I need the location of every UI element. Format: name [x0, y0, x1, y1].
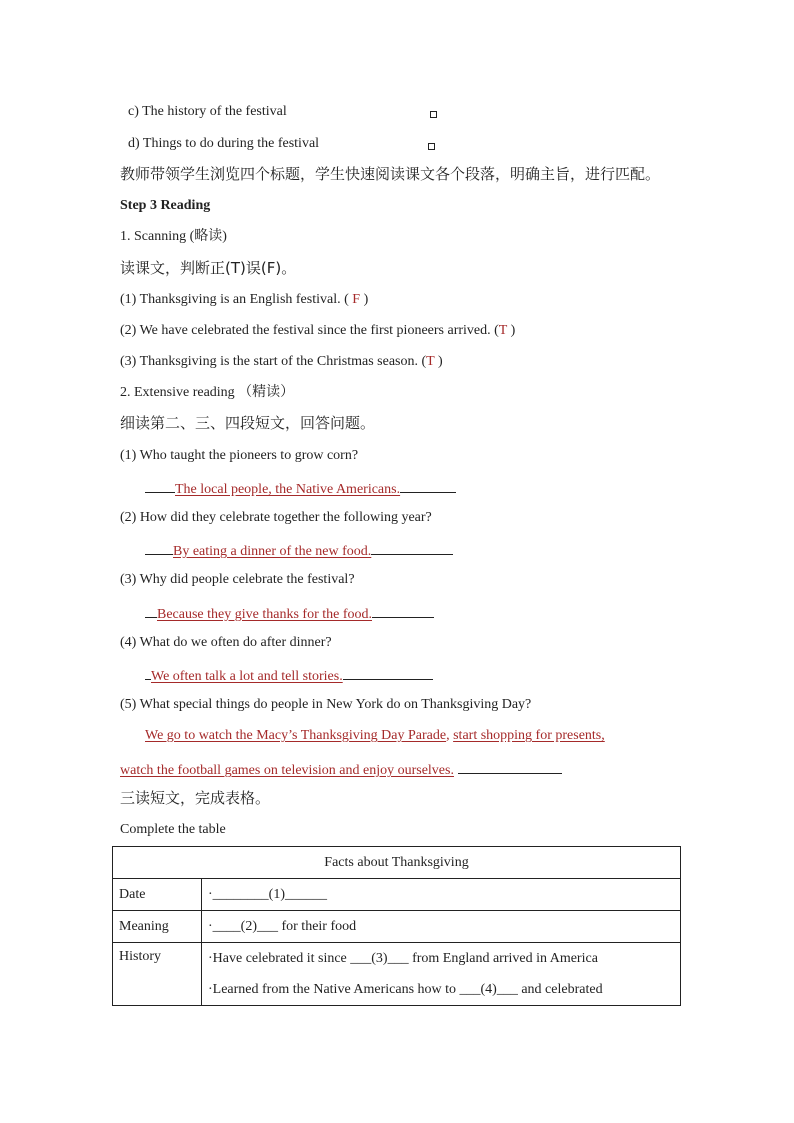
tf-question: (3) Thanksgiving is the start of the Christmas season. ( [120, 354, 427, 369]
table-row [113, 879, 681, 911]
history-line-1: ·Have celebrated it since ___(3)___ from England arrived in America [208, 951, 598, 966]
blank-trail [371, 540, 453, 555]
step3-heading: Step 3 Reading [120, 198, 211, 213]
instruction-table: 三读短文，完成表格。 [120, 789, 271, 807]
option-c: c) The history of the festival [128, 104, 287, 119]
table-row [113, 943, 681, 1006]
history-line-2: ·Learned from the Native Americans how to ___(4)___ and celebrated [208, 982, 603, 997]
table-row [113, 911, 681, 943]
answer-4: We often talk a lot and tell stories. [151, 669, 343, 684]
tf-answer: T [426, 354, 435, 369]
checkbox-c[interactable] [430, 111, 437, 118]
tf-answer: T [498, 323, 508, 338]
tf-close: ) [360, 292, 369, 307]
answer-line-3 [145, 603, 434, 624]
blank-trail [458, 759, 562, 774]
answer-3: Because they give thanks for the food. [157, 607, 372, 622]
tf-close: ) [434, 354, 443, 369]
instruction-match: 教师带领学生浏览四个标题，学生快速阅读课文各个段落，明确主旨，进行匹配。 [120, 165, 661, 183]
checkbox-d[interactable] [428, 143, 435, 150]
row-label: Date [113, 879, 202, 911]
answer-2: By eating a dinner of the new food. [173, 544, 372, 559]
tf-question: (2) We have celebrated the festival since the first pioneers arrived. ( [120, 323, 499, 338]
answer-line-5a [145, 727, 605, 745]
question-4: (4) What do we often do after dinner? [120, 635, 332, 650]
tf-close: ) [507, 323, 516, 338]
blank-trail [372, 603, 434, 618]
question-2: (2) How did they celebrate together the following year? [120, 510, 432, 525]
answer-1: The local people, the Native Americans. [175, 482, 401, 497]
answer-line-1 [145, 478, 456, 499]
row-content: ·____(2)___ for their food [202, 911, 681, 943]
row-content [202, 943, 681, 1006]
table-header-row [113, 847, 681, 879]
tf-question: (1) Thanksgiving is an English festival. ( [120, 292, 353, 307]
facts-table [112, 846, 681, 1006]
blank-lead [145, 478, 175, 493]
row-content: ·________(1)______ [202, 879, 681, 911]
blank-lead [145, 540, 173, 555]
tf-item-3 [120, 353, 443, 371]
answer-line-5b [120, 759, 562, 780]
tf-item-2 [120, 322, 515, 340]
complete-table-label: Complete the table [120, 822, 226, 837]
question-5: (5) What special things do people in New York do on Thanksgiving Day? [120, 697, 532, 712]
scanning-title: 1. Scanning (略读) [120, 229, 227, 244]
table-header: Facts about Thanksgiving [113, 847, 681, 879]
answer-5-part1: We go to watch the Macy’s Thanksgiving Day Parade [145, 728, 447, 743]
extensive-title: 2. Extensive reading （精读） [120, 385, 295, 400]
blank-trail [343, 665, 433, 680]
answer-5-part2: start shopping for presents, [453, 728, 605, 743]
blank-trail [400, 478, 456, 493]
answer-5-part3: watch the football games on television and enjoy ourselves. [120, 763, 454, 778]
row-label: History [113, 943, 202, 1006]
question-1: (1) Who taught the pioneers to grow corn? [120, 448, 359, 463]
answer-line-4 [145, 665, 433, 686]
extensive-instruction: 细读第二、三、四段短文，回答问题。 [120, 414, 376, 432]
tf-item-1 [120, 291, 368, 309]
blank-lead [145, 603, 157, 618]
question-3: (3) Why did people celebrate the festival? [120, 572, 355, 587]
scanning-instruction: 读课文，判断正(T)误(F)。 [120, 259, 297, 277]
tf-answer: F [352, 292, 361, 307]
row-label: Meaning [113, 911, 202, 943]
option-d: d) Things to do during the festival [128, 136, 320, 151]
answer-line-2 [145, 540, 453, 561]
answer-5-sep: , [446, 728, 454, 743]
